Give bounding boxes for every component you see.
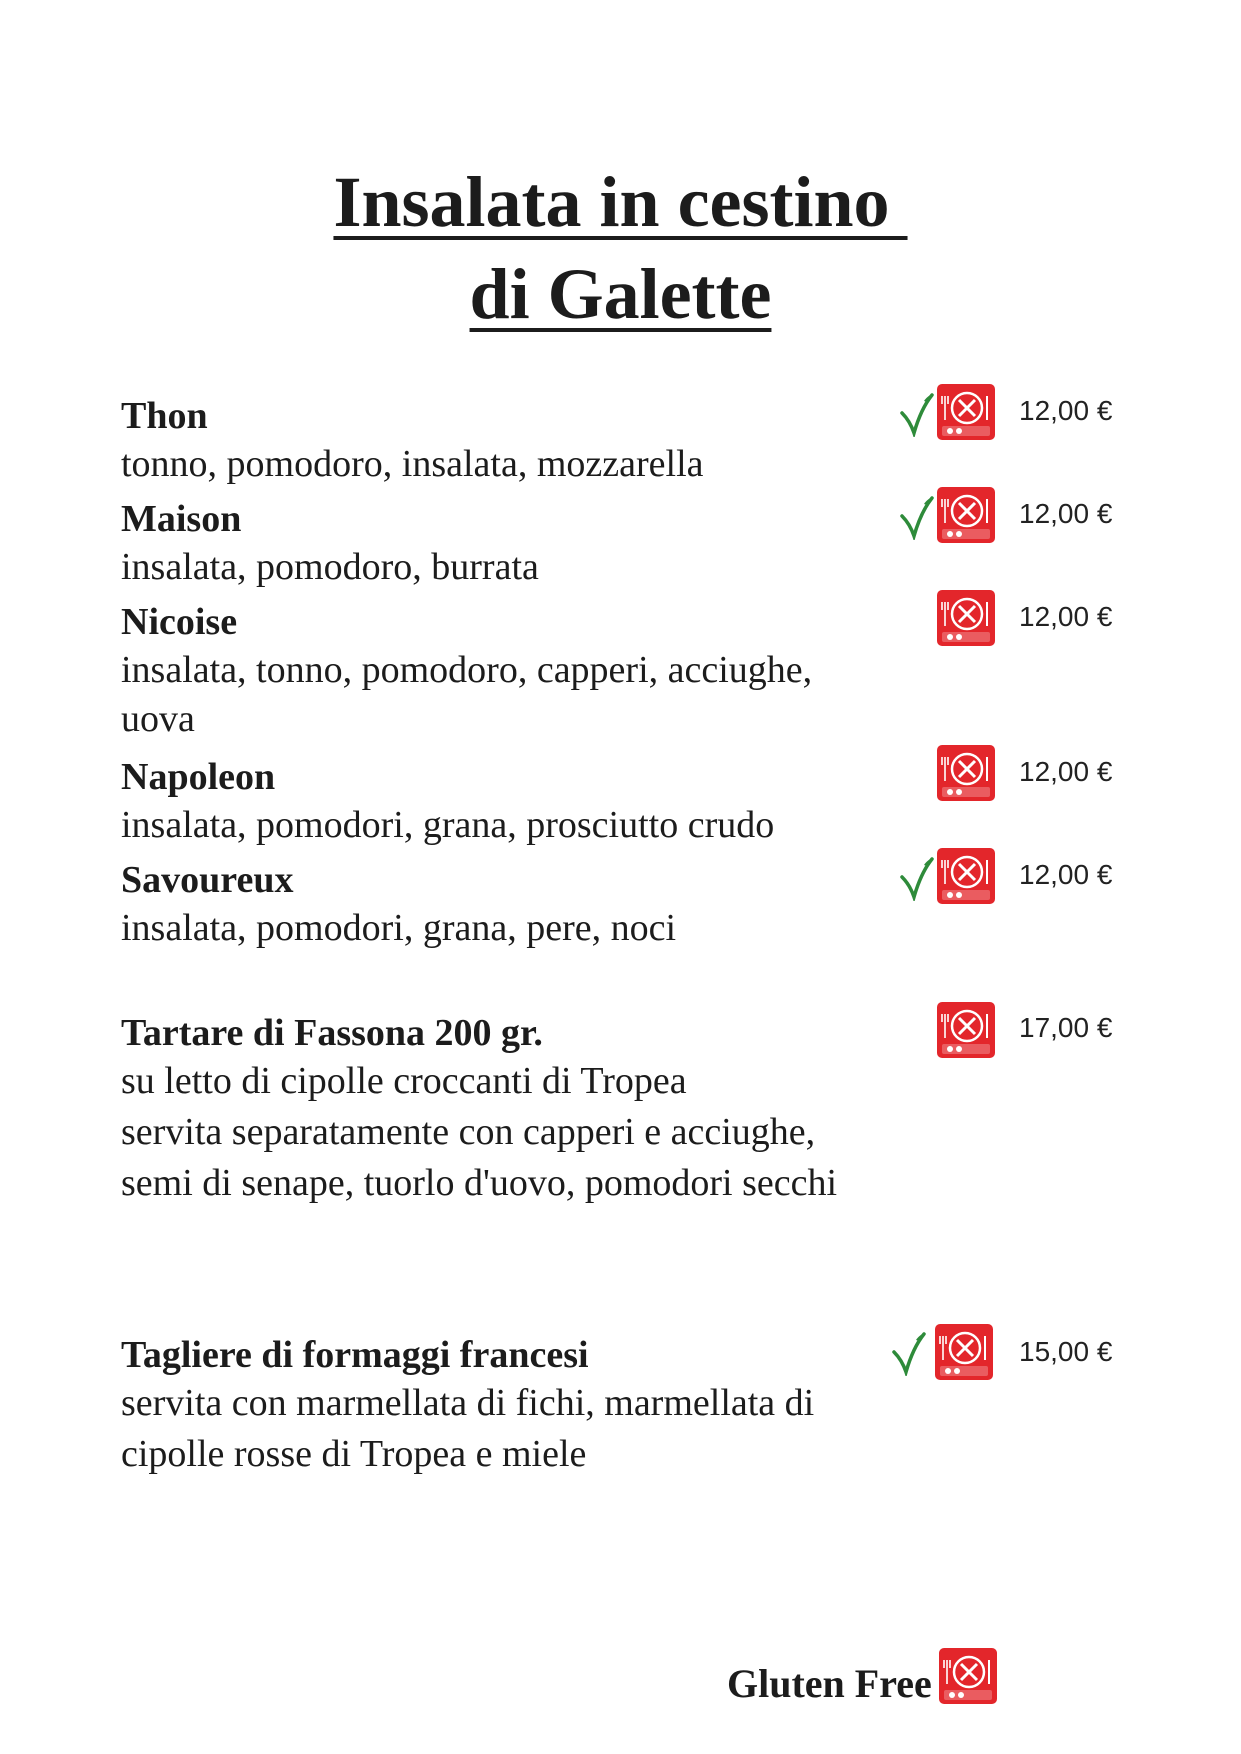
vegetarian-leaf-icon: [900, 391, 934, 437]
item-description: insalata, pomodoro, burrata: [121, 546, 539, 588]
item-name: Nicoise: [121, 601, 238, 643]
vegetarian-leaf-icon: [900, 494, 934, 540]
item-description: insalata, tonno, pomodoro, capperi, acciughe,: [121, 649, 813, 691]
gluten-free-label: Gluten Free: [727, 1661, 932, 1706]
item-name: Napoleon: [121, 756, 276, 798]
item-description: tonno, pomodoro, insalata, mozzarella: [121, 443, 704, 485]
item-description: insalata, pomodori, grana, pere, noci: [121, 907, 677, 949]
vegetarian-leaf-icon: [900, 855, 934, 901]
item-description: cipolle rosse di Tropea e miele: [121, 1433, 587, 1475]
item-description: semi di senape, tuorlo d'uovo, pomodori secchi: [121, 1162, 838, 1204]
vegetarian-leaf-icon: [892, 1330, 926, 1376]
item-description: su letto di cipolle croccanti di Tropea: [121, 1060, 687, 1102]
item-name: Savoureux: [121, 859, 294, 901]
item-name: Tagliere di formaggi francesi: [121, 1334, 589, 1376]
item-price: 12,00 €: [1019, 498, 1113, 529]
gluten-free-aic-icon: [937, 487, 995, 543]
gluten-free-aic-icon: [937, 384, 995, 440]
item-price: 12,00 €: [1019, 395, 1113, 426]
gluten-free-aic-icon: [937, 745, 995, 801]
gluten-free-aic-icon: [937, 1002, 995, 1058]
title-line-2: di Galette: [469, 254, 772, 334]
item-name: Maison: [121, 498, 242, 540]
item-name: Tartare di Fassona 200 gr.: [121, 1012, 543, 1054]
item-price: 15,00 €: [1019, 1336, 1113, 1367]
gluten-free-aic-icon: [935, 1324, 993, 1380]
item-price: 12,00 €: [1019, 601, 1113, 632]
item-price: 12,00 €: [1019, 756, 1113, 787]
item-description: servita separatamente con capperi e acciughe,: [121, 1111, 816, 1153]
item-description: insalata, pomodori, grana, prosciutto crudo: [121, 804, 775, 846]
title-line-1: Insalata in cestino: [333, 162, 908, 242]
gluten-free-aic-icon: [937, 590, 995, 646]
item-description: servita con marmellata di fichi, marmellata di: [121, 1382, 815, 1424]
page-title: [0, 156, 1241, 340]
item-price: 12,00 €: [1019, 859, 1113, 890]
gluten-free-aic-icon: [939, 1648, 997, 1704]
item-name: Thon: [121, 395, 208, 437]
gluten-free-aic-icon: [937, 848, 995, 904]
item-description: uova: [121, 698, 195, 740]
item-price: 17,00 €: [1019, 1012, 1113, 1043]
